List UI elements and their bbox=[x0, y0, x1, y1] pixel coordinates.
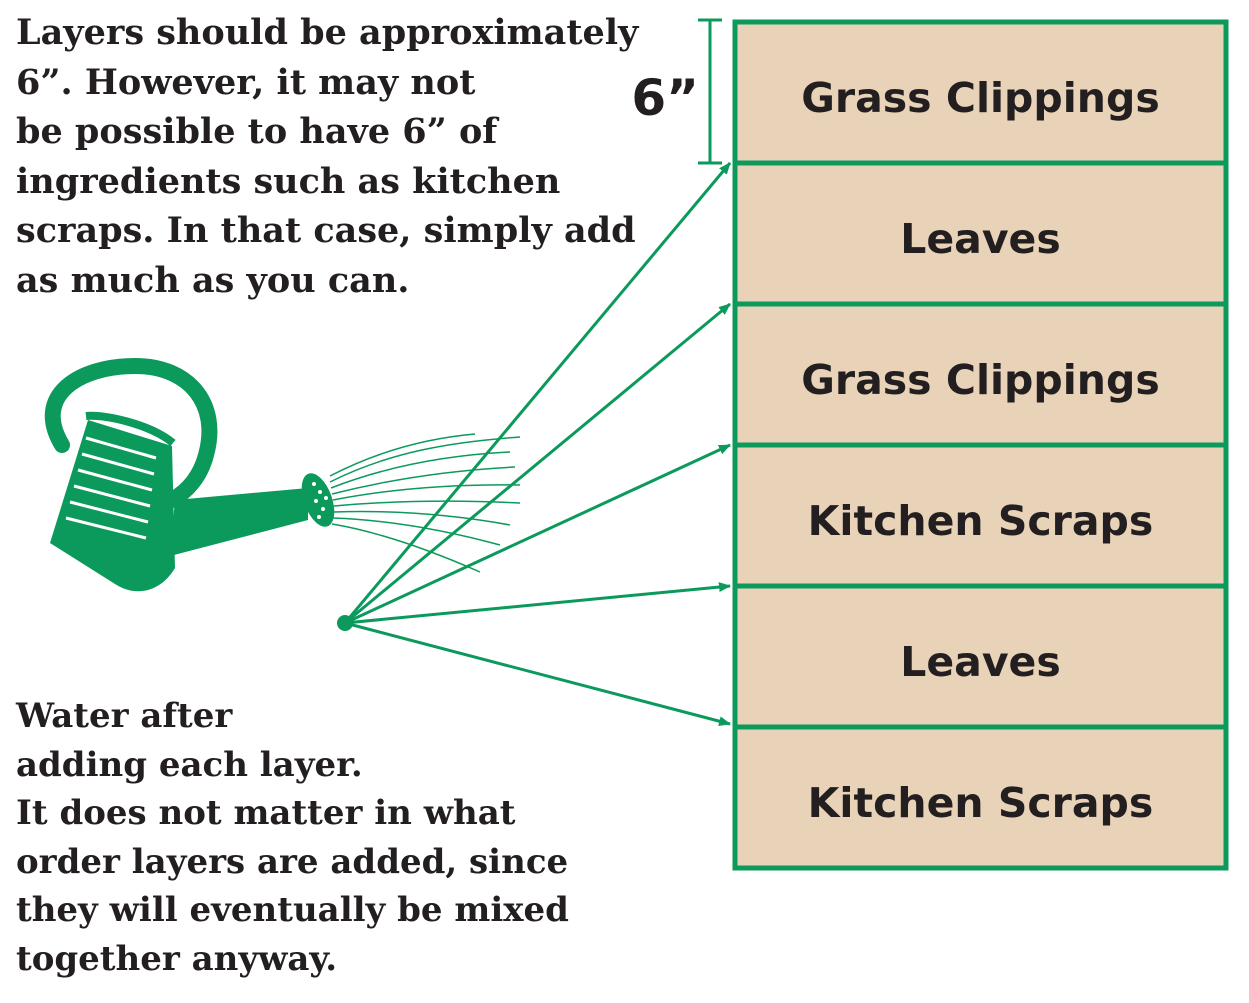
layer-size-note bbox=[16, 8, 638, 306]
arrow-to-layer-2-3 bbox=[345, 304, 730, 623]
layer-label-3: Grass Clippings bbox=[801, 356, 1160, 404]
note-line: Water after bbox=[16, 696, 233, 736]
arrow-to-layer-3-4 bbox=[345, 445, 730, 623]
note-line: 6”. However, it may not bbox=[16, 61, 476, 103]
layer-label-6: Kitchen Scraps bbox=[807, 779, 1154, 827]
note-line: they will eventually be mixed bbox=[16, 890, 569, 930]
note-line: as much as you can. bbox=[16, 259, 410, 301]
arrow-origin-dot bbox=[337, 615, 353, 631]
layer-label-4: Kitchen Scraps bbox=[807, 497, 1154, 545]
layer-label-1: Grass Clippings bbox=[801, 74, 1160, 122]
layer-depth-label: 6” bbox=[631, 69, 699, 127]
note-line: scraps. In that case, simply add bbox=[16, 210, 636, 252]
note-line: together anyway. bbox=[16, 938, 338, 979]
note-line: Layers should be approximately bbox=[16, 12, 639, 53]
note-line: order layers are added, since bbox=[16, 841, 569, 882]
layer-depth-dimension bbox=[631, 20, 722, 163]
layer-label-5: Leaves bbox=[900, 638, 1061, 686]
compost-layer-stack bbox=[735, 22, 1226, 868]
note-line: ingredients such as kitchen bbox=[16, 160, 561, 202]
note-line: It does not matter in what bbox=[16, 793, 516, 833]
note-line: adding each layer. bbox=[16, 744, 363, 785]
watering-note bbox=[16, 692, 569, 983]
watering-can-icon bbox=[50, 366, 341, 591]
arrow-to-layer-4-5 bbox=[345, 586, 730, 623]
layer-label-2: Leaves bbox=[900, 215, 1061, 263]
note-line: be possible to have 6” of bbox=[16, 111, 498, 153]
